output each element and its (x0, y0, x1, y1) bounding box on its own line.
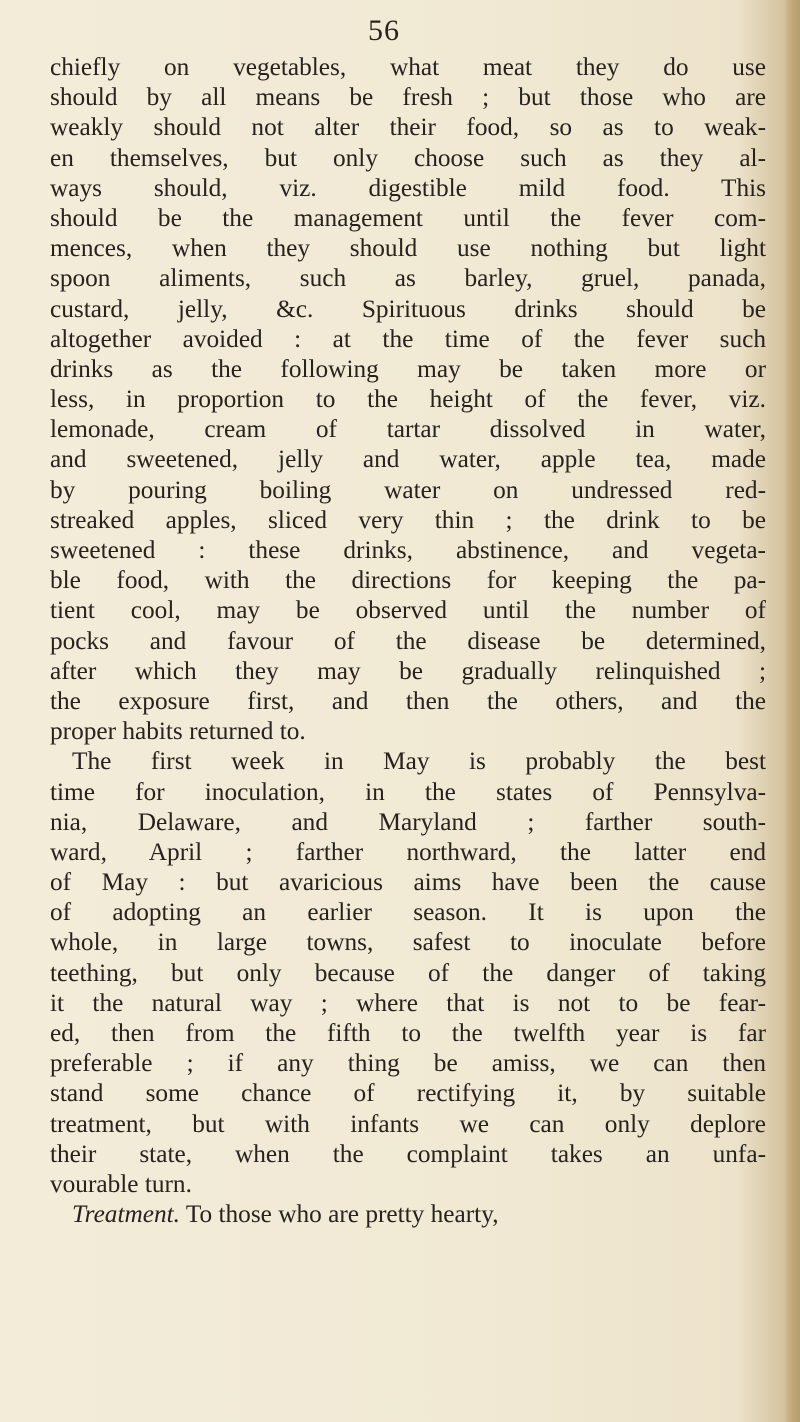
paragraph-end-line: vourable turn. (50, 1169, 192, 1198)
text-line: their state, when the complaint takes an unfa- (50, 1139, 766, 1168)
text-line: teething, but only because of the danger of taking (50, 958, 766, 987)
text-line: and sweetened, jelly and water, apple tea, made (50, 445, 766, 474)
text-line: en themselves, but only choose such as they al- (50, 143, 766, 172)
text-line: ways should, viz. digestible mild food. This (50, 173, 766, 202)
treatment-heading: Treatment. (72, 1200, 180, 1229)
paragraph-end-line: proper habits returned to. (50, 717, 306, 746)
text-line: less, in proportion to the height of the fever, viz. (50, 385, 766, 414)
text-line: it the natural way ; where that is not to be fear- (50, 988, 766, 1017)
text-line: of adopting an earlier season. It is upon the (50, 898, 766, 927)
text-line: mences, when they should use nothing but light (50, 234, 766, 263)
text-line: weakly should not alter their food, so as to weak- (50, 113, 766, 142)
text-line: after which they may be gradually relinquished ; (50, 656, 766, 685)
text-line: by pouring boiling water on undressed red- (50, 475, 766, 504)
text-line: sweetened : these drinks, abstinence, and vegeta- (50, 536, 766, 564)
treatment-line (50, 1199, 766, 1229)
body-text (50, 52, 766, 1229)
text-line: spoon aliments, such as barley, gruel, panada, (50, 264, 766, 293)
text-line: pocks and favour of the disease be determined, (50, 626, 766, 655)
text-line: custard, jelly, &c. Spirituous drinks should be (50, 294, 766, 323)
page-number: 56 (368, 14, 400, 47)
text-line: whole, in large towns, safest to inoculate before (50, 928, 766, 957)
paragraph-start-line: The first week in May is probably the best (72, 747, 766, 776)
text-line: streaked apples, sliced very thin ; the drink to be (50, 505, 766, 534)
text-line: nia, Delaware, and Maryland ; farther south- (50, 807, 766, 836)
text-line: treatment, but with infants we can only deplore (50, 1109, 766, 1138)
text-line: of May : but avaricious aims have been the cause (50, 868, 766, 897)
text-line: ed, then from the fifth to the twelfth year is far (50, 1019, 766, 1047)
text-line: chiefly on vegetables, what meat they do use (50, 53, 766, 81)
text-line: preferable ; if any thing be amiss, we can then (50, 1049, 766, 1078)
text-line: time for inoculation, in the states of Pennsylva- (50, 777, 766, 806)
text-line: ward, April ; farther northward, the latter end (50, 837, 766, 866)
text-line: should be the management until the fever com- (50, 203, 766, 232)
text-line: drinks as the following may be taken more or (50, 354, 766, 383)
text-line: tient cool, may be observed until the number of (50, 596, 766, 625)
text-line: should by all means be fresh ; but those who are (50, 83, 766, 112)
page-edge-shading (786, 0, 800, 1422)
text-line: altogether avoided : at the time of the fever such (50, 324, 766, 353)
treatment-text: To those who are pretty hearty, (179, 1200, 499, 1229)
text-line: ble food, with the directions for keeping the pa- (50, 566, 766, 595)
text-line: lemonade, cream of tartar dissolved in water, (50, 415, 766, 444)
text-line: stand some chance of rectifying it, by suitable (50, 1079, 766, 1108)
text-line: the exposure first, and then the others, and the (50, 686, 766, 715)
